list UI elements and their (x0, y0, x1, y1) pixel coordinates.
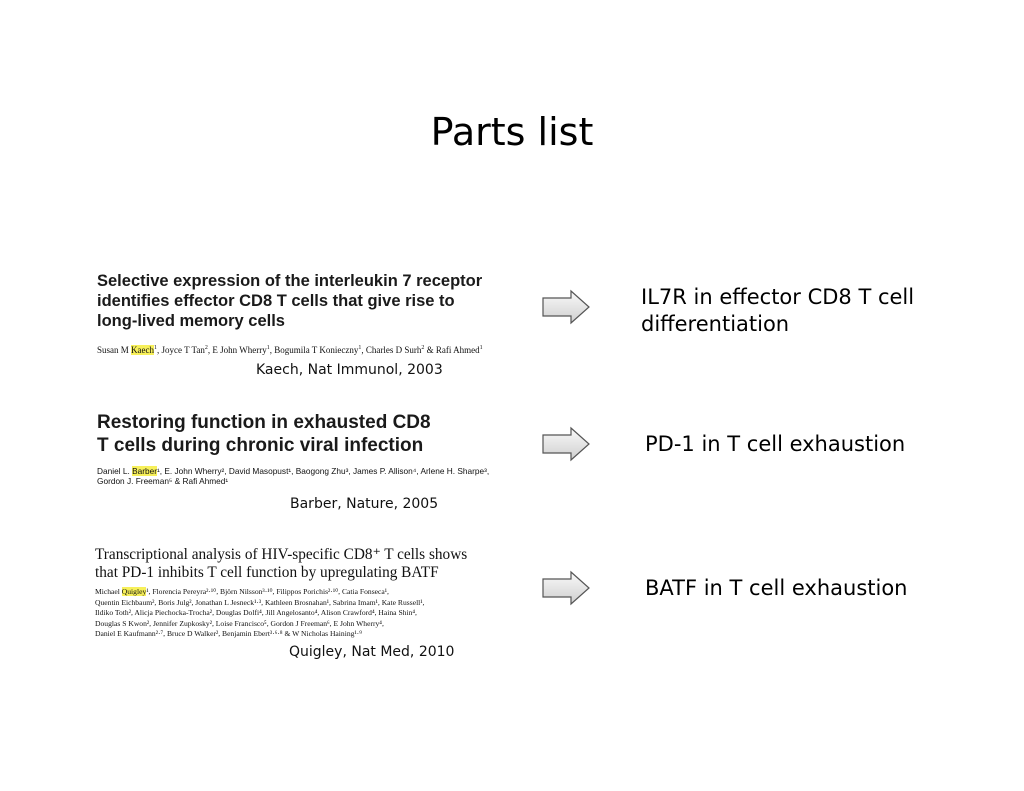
author-name: , E John Wherry (207, 345, 267, 356)
author-highlight: Barber (132, 465, 157, 476)
author-line: Daniel E Kaufmann²·⁷, Bruce D Walker², Benjamin Ebert³·⁶·⁸ & W Nicholas Haining¹·⁹ (95, 629, 362, 639)
paper-authors (97, 345, 497, 356)
author-name: , Bogumila T Konieczny (269, 345, 359, 356)
citation-barber: Barber, Nature, 2005 (290, 496, 439, 512)
author-line: Daniel L. Barber¹, E. John Wherry², David Masopust¹, Baogong Zhu³, James P. Allison⁴, Arlene H. Sharpe³, (97, 465, 490, 476)
paper-authors (95, 587, 475, 639)
paper-snippet-quigley (95, 546, 475, 640)
paper-title-line: long-lived memory cells (97, 311, 285, 330)
author-affiliation: 1 (266, 345, 270, 352)
finding-il7r: IL7R in effector CD8 T cell differentiation (641, 285, 915, 336)
paper-title (97, 272, 497, 331)
author-affiliation: 2 (204, 345, 208, 352)
author-highlight: Kaech (131, 345, 154, 356)
author-name: , Joyce T Tan (157, 345, 205, 356)
author-line: Quentin Eichbaum², Boris Julg², Jonathan L Jesneck¹·³, Kathleen Brosnahan¹, Sabrina Imam¹, Kate Russell¹, (95, 597, 425, 607)
paper-snippet-barber (97, 412, 490, 486)
author-affiliation: 1 (154, 345, 157, 352)
author-affiliation: 1 (479, 345, 483, 352)
right-arrow-icon (541, 426, 591, 462)
finding-batf: BATF in T cell exhaustion (645, 576, 908, 600)
finding-pd1: PD-1 in T cell exhaustion (645, 432, 906, 456)
author-affiliation: 1 (358, 345, 362, 352)
author-line: Gordon J. Freeman⁵ & Rafi Ahmed¹ (97, 475, 229, 486)
right-arrow-icon (541, 570, 591, 606)
paper-authors (97, 465, 490, 487)
author-name: Susan M (97, 345, 132, 356)
author-affiliation: 2 (421, 345, 425, 352)
author-name: & Rafi Ahmed (424, 345, 480, 356)
paper-title-line: identifies effector CD8 T cells that give rise to (97, 291, 455, 310)
paper-title-line: that PD-1 inhibits T cell function by upregulating BATF (95, 563, 439, 581)
right-arrow-icon (541, 289, 591, 325)
paper-title-line: Selective expression of the interleukin 7 receptor (97, 272, 483, 290)
paper-title (97, 412, 477, 458)
paper-title-line: Transcriptional analysis of HIV-specific CD8⁺ T cells shows (95, 546, 468, 563)
citation-quigley: Quigley, Nat Med, 2010 (289, 644, 455, 660)
author-line: Douglas S Kwon², Jennifer Zupkosky², Loise Francisco⁵, Gordon J Freeman⁶, E John Wherry⁴, (95, 618, 384, 628)
author-line: Ildiko Toth², Alicja Piechocka-Trocha², Douglas Dolfi⁴, Jill Angelosanto⁴, Alison Crawford⁴, Haina Shin⁴, (95, 608, 417, 618)
paper-title (95, 546, 475, 581)
slide-title: Parts list (430, 110, 594, 154)
paper-title-line: T cells during chronic viral infection (97, 434, 424, 456)
paper-title-line: Restoring function in exhausted CD8 (97, 412, 431, 433)
author-name: , Charles D Surh (361, 345, 422, 356)
paper-snippet-kaech (97, 272, 497, 357)
author-line: Michael Quigley¹, Florencia Pereyra²·¹⁰, Björn Nilsson³·¹⁰, Filippos Porichis²·¹⁰, Catia Fonseca¹, (95, 587, 389, 597)
citation-kaech: Kaech, Nat Immunol, 2003 (256, 362, 443, 378)
author-highlight: Quigley (121, 587, 147, 597)
